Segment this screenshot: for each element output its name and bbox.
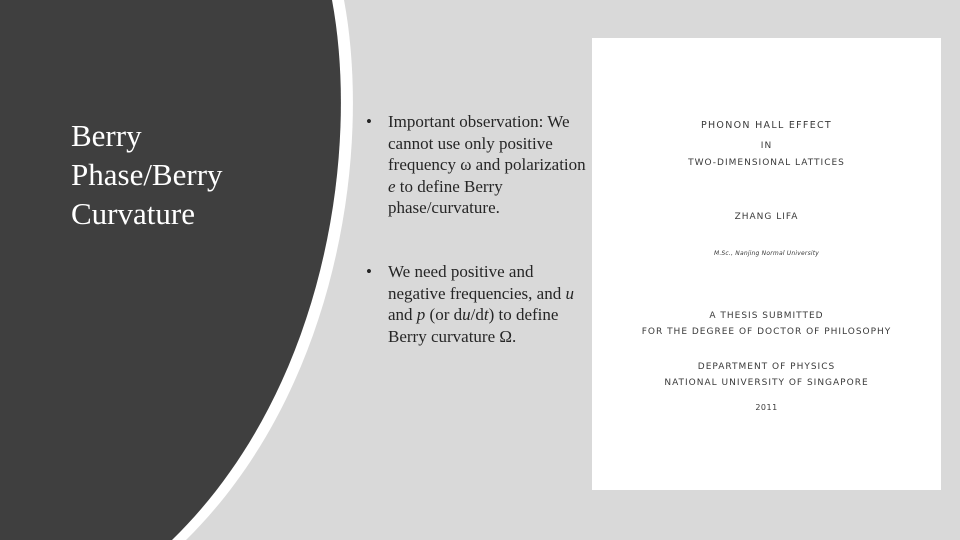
bullet-text-segment: ω	[460, 155, 472, 175]
bullet-text	[388, 112, 586, 217]
bullet-text-segment: (or d	[425, 305, 463, 325]
thesis-title-line-2: IN	[760, 141, 773, 151]
bullet-text-segment: to define Berry phase/curvature.	[388, 176, 503, 218]
bullet-marker: •	[366, 261, 372, 281]
bullet-text-segment: ) to define Berry curvature Ω.	[388, 305, 559, 346]
dark-panel	[0, 0, 341, 540]
bullet-text-segment: Important observation: We cannot use only positive frequency	[388, 112, 570, 175]
thesis-author: ZHANG LIFA	[734, 212, 799, 222]
bullet-text-italic: u	[565, 283, 574, 303]
thesis-year: 2011	[755, 403, 778, 412]
slide-title: Berry Phase/Berry Curvature	[71, 118, 223, 231]
bullet-text-italic: u	[462, 305, 471, 325]
bullet-text	[388, 262, 574, 346]
bullet-list	[366, 111, 588, 347]
bullet-marker: •	[366, 112, 372, 131]
thesis-title-line-1: PHONON HALL EFFECT	[700, 120, 833, 131]
thesis-university: NATIONAL UNIVERSITY OF SINGAPORE	[664, 378, 869, 388]
bullet-text-segment: and	[388, 305, 417, 325]
thesis-previous-degree: M.Sc., Nanjing Normal University	[713, 250, 820, 257]
bullet-text-italic: e	[388, 176, 396, 196]
bullet-text-segment: /d	[470, 305, 484, 325]
thesis-title-line-3: TWO-DIMENSIONAL LATTICES	[688, 158, 845, 168]
thesis-submission-line-2: FOR THE DEGREE OF DOCTOR OF PHILOSOPHY	[641, 327, 892, 337]
bullet-text-segment: We need positive and negative frequencies, and	[388, 261, 566, 303]
bullet-text-italic: p	[416, 305, 426, 325]
bullet-item	[366, 261, 588, 347]
bullet-item	[366, 111, 588, 219]
bullet-text-italic: t	[483, 305, 489, 325]
thesis-cover-image	[592, 38, 941, 490]
thesis-department: DEPARTMENT OF PHYSICS	[697, 362, 836, 372]
bullet-text-segment: and polarization	[471, 155, 586, 175]
thesis-submission-line-1: A THESIS SUBMITTED	[709, 311, 824, 321]
